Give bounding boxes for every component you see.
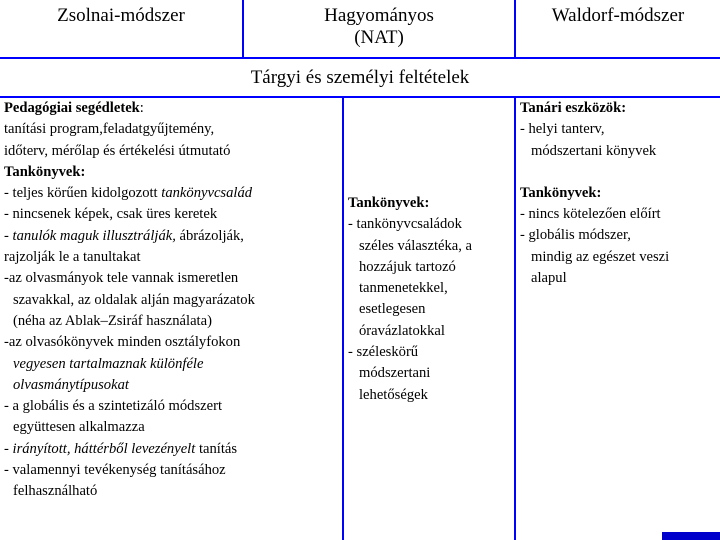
zsolnai-line: időterv, mérőlap és értékelési útmutató <box>4 142 231 159</box>
zsolnai-line: vegyesen tartalmaznak különféle <box>13 355 204 372</box>
hagyomanyos-line: tanmenetekkel, <box>359 280 448 297</box>
zsolnai-line: - a globális és a szintetizáló módszert <box>4 398 223 415</box>
waldorf-line: mindig az egészet veszi <box>531 248 670 265</box>
header-waldorf-label: Waldorf-módszer <box>551 5 685 26</box>
header-hagyomanyos-label: Hagyományos <box>324 5 434 26</box>
slide-corner-mark <box>662 532 720 540</box>
waldorf-line: alapul <box>531 270 567 287</box>
header-hagyomanyos <box>244 0 514 57</box>
zsolnai-line: - irányított, háttérből levezényelt tanítás <box>4 440 238 457</box>
zsolnai-line: rajzolják le a tanultakat <box>4 249 141 266</box>
header-zsolnai <box>0 0 242 57</box>
waldorf-body <box>516 98 720 540</box>
spacer <box>520 162 716 183</box>
header-nat-label: (NAT) <box>354 27 404 48</box>
zsolnai-line: - tanulók maguk illusztrálják, ábrázolják, <box>4 227 244 244</box>
zsolnai-line: felhasználható <box>13 483 98 500</box>
waldorf-line: - globális módszer, <box>520 227 631 244</box>
header-zsolnai-label: Zsolnai-módszer <box>57 5 185 26</box>
waldorf-line: Tanári eszközök: <box>520 100 627 116</box>
waldorf-line: módszertani könyvek <box>531 142 657 159</box>
header-waldorf <box>516 0 720 57</box>
zsolnai-line: szavakkal, az oldalak alján magyarázatok <box>13 291 255 308</box>
zsolnai-line: Pedagógiai segédletek: <box>4 100 144 116</box>
waldorf-line: Tankönyvek: <box>520 184 602 201</box>
section-title: Tárgyi és személyi feltételek <box>250 67 470 88</box>
zsolnai-line: együttesen alkalmazza <box>13 419 145 436</box>
hagyomanyos-line: - tankönyvcsaládok <box>348 216 462 233</box>
hagyomanyos-line: módszertani <box>359 365 431 382</box>
hagyomanyos-body <box>344 98 514 540</box>
hagyomanyos-line: hozzájuk tartozó <box>359 258 456 275</box>
zsolnai-line: - nincsenek képek, csak üres keretek <box>4 206 218 223</box>
zsolnai-line: Tankönyvek: <box>4 163 86 180</box>
hagyomanyos-line: - széleskörű <box>348 344 419 361</box>
hagyomanyos-line: Tankönyvek: <box>348 195 430 211</box>
hagyomanyos-line: esetlegesen <box>359 301 426 318</box>
hagyomanyos-line: lehetőségek <box>359 386 428 403</box>
waldorf-line: - helyi tanterv, <box>520 121 605 138</box>
hagyomanyos-line: óravázlatokkal <box>359 322 445 339</box>
hagyomanyos-line: széles választéka, a <box>359 237 473 254</box>
zsolnai-line: tanítási program,feladatgyűjtemény, <box>4 121 215 138</box>
spacer <box>348 98 510 193</box>
zsolnai-line: olvasmánytípusokat <box>13 376 129 393</box>
zsolnai-line: (néha az Ablak–Zsiráf használata) <box>13 312 212 329</box>
zsolnai-body <box>0 98 342 540</box>
zsolnai-line: -az olvasmányok tele vannak ismeretlen <box>4 270 239 287</box>
waldorf-line: - nincs kötelezően előírt <box>520 206 661 223</box>
section-band <box>0 59 720 96</box>
zsolnai-line: - teljes körűen kidolgozott tankönyvcsalád <box>4 185 253 202</box>
zsolnai-line: -az olvasókönyvek minden osztályfokon <box>4 334 241 351</box>
zsolnai-line: - valamennyi tevékenység tanításához <box>4 462 226 479</box>
